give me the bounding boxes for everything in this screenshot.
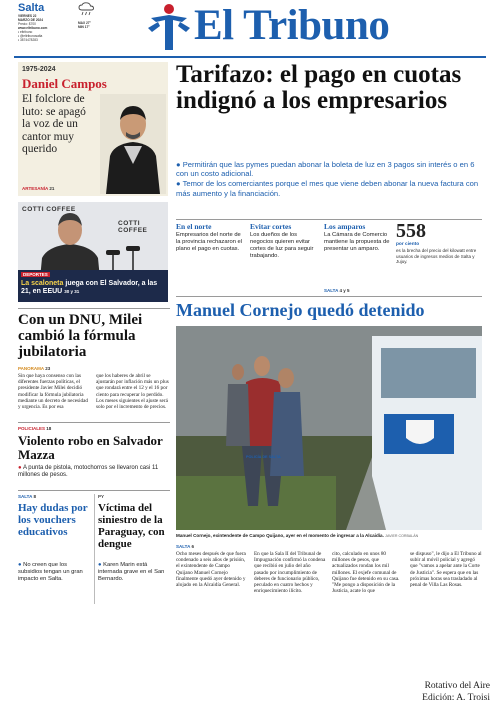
obituary-years: 1975-2024: [22, 66, 56, 73]
footer-line-1: Rotativo del Aire: [424, 681, 490, 691]
masthead-date-1: VIERNES 22: [18, 14, 37, 18]
robo-section: [18, 426, 51, 431]
vouchers-section-label: SALTA: [18, 494, 33, 499]
lead-bullet-1: [176, 160, 482, 178]
lead-bullet-1-text: Permitirán que las pymes puedan abonar la boleta de luz en 3 pagos sin interés o en 6 con un costo adicional.: [176, 160, 475, 179]
lead-stat-text: es la brecha del precio del kilowatt entre usuarios de ingresos medios de Salta y Jujuy.: [396, 248, 477, 265]
cornejo-page: 6: [191, 544, 194, 549]
dengue-section: PY: [98, 494, 105, 499]
cornejo-body-col4: se dispuso", le dijo a El Tribuno al subir al móvil policial y agregó que "vamos a apelar ante la Corte de Justicia". Se espera que en las próximas horas sea trasladado al penal de Villa Las Rosas.: [410, 551, 482, 589]
dengue-bullet-text: Karen Marin está internada grave en el San Bernardo.: [98, 562, 165, 582]
social-twitter-label: @eltribunosalta: [20, 34, 43, 38]
lead-bullets: [176, 160, 482, 198]
lead-stat-number: 558: [396, 220, 426, 242]
lead-section-label: SALTA: [324, 288, 339, 293]
newspaper-front-page: [14, 0, 486, 695]
vouchers-top-rule: [18, 490, 170, 491]
vouchers-section: [18, 494, 36, 499]
lead-column-3: [324, 222, 390, 253]
footer-line-2: Edición: A. Troisi: [422, 693, 490, 703]
dengue-headline: Víctima del siniestro de la Paraguay, con dengue: [98, 502, 165, 550]
sports-headline-rest: juega con El Salvador, a las 21, en EEUU: [21, 280, 158, 295]
obituary-page: 21: [49, 186, 55, 191]
masthead-date-2: MARZO DE 2024: [18, 18, 43, 22]
singer-photo: [100, 94, 166, 194]
lead-bullet-2: [176, 179, 482, 197]
lead-page: 4 y 5: [339, 288, 350, 293]
lead-stat-label: por ciento: [396, 242, 420, 247]
cornejo-body-col1: Ocho meses después de que fuera condenado a seis años de prisión, el exintendente de Campo Quijano Manuel Cornejo finalmente quedó ayer detenido y alojado en la Alcaidía General.: [176, 551, 246, 589]
cornejo-caption: Manuel Cornejo, exintendente de Campo Quijano, ayer en el momento de ingresar a la Alcaidía.: [176, 533, 384, 538]
sign-text-right: COTTI COFFEE: [118, 220, 148, 234]
temp-max: MAX 27°: [78, 21, 91, 25]
cornejo-body-col2: En que la Sala II del Tribunal de Impugnación confirmó la condena que recibió en julio del año pasado por incumplimiento de deberes de funcionario público, peculado en cuatro hechos y enriquecimiento ilícito.: [254, 551, 326, 595]
lead-col2-title: Evitar cortes: [250, 222, 292, 231]
rain-cloud-icon: [78, 2, 96, 16]
lead-col1-title: En el norte: [176, 222, 212, 231]
milei-body-col1: Sin que haya consenso con las diferentes fuerzas políticas, el presidente Javier Milei decidió modificar la fórmula jubilatoria mediante un decreto de necesidad y urgencia. Es por esa: [18, 373, 88, 411]
bullet-icon: ●: [18, 562, 22, 568]
robo-page: 18: [46, 426, 52, 431]
vouchers-bullet: [18, 562, 92, 583]
cornejo-top-rule: [176, 296, 482, 297]
milei-page: 23: [45, 366, 51, 371]
masthead-social-3: [18, 38, 118, 42]
sports-page: 30 y 31: [64, 289, 80, 294]
bullet-icon: ●: [176, 179, 181, 189]
social-whatsapp-label: 3874478283: [20, 38, 38, 42]
obituary-headline: El folclore de luto: se apagó la voz de un cantor muy querido: [22, 93, 86, 155]
lead-headline: Tarifazo: el pago en cuotas indignó a los empresarios: [176, 61, 462, 114]
milei-body-col2: que los haberes de abril se ajustarán por inflación más un plus que rondará entre el 12 y el 16 por ciento para recuperar lo perdido. Los meses siguientes el ajuste será solo por el incremento de precios.: [96, 373, 169, 411]
cornejo-headline: Manuel Cornejo quedó detenido: [176, 300, 425, 320]
sports-caption-box: [18, 270, 168, 302]
whatsapp-icon: ▪: [18, 38, 20, 42]
bullet-icon: ●: [98, 562, 102, 568]
dengue-bullet: [98, 562, 170, 583]
el-tribuno-logo-icon: [146, 2, 192, 52]
milei-section: [18, 366, 50, 371]
cornejo-caption-row: [176, 533, 482, 538]
obituary-section-label: ARTESANÍA: [22, 186, 49, 191]
twitter-icon: ▪: [18, 34, 20, 38]
vouchers-headline: Hay dudas por los vouchers educativos: [18, 502, 88, 538]
vouchers-page: 8: [33, 494, 36, 499]
cornejo-section-label: SALTA: [176, 544, 191, 549]
milei-section-label: PANORAMA: [18, 366, 44, 371]
cornejo-arrest-photo: [176, 326, 482, 530]
temp-min: MIN 17°: [78, 25, 90, 29]
facebook-icon: ▪: [18, 30, 20, 34]
lead-col1-text: Empresarios del norte de la provincia rechazaron el plano el pago en cuotas.: [176, 232, 243, 252]
masthead-logo-text: El Tribuno: [194, 2, 390, 49]
lead-section: [324, 288, 349, 293]
bullet-icon: ●: [176, 160, 181, 169]
sports-headline: [21, 280, 165, 296]
robo-bullet: [18, 465, 170, 479]
cornejo-body-col3: cito, calculado en unos 80 millones de pesos, que actualizados rondan los mil millones. El exjefe comunal de Quijano fue detenido en su casa. "Me pongo a disposición de la Justicia, acate lo que: [332, 551, 400, 595]
masthead-web: www.eltribuno.com: [18, 26, 48, 30]
vouchers-bullet-text: No creen que los subsidios tengan un gran impacto en Salta.: [18, 562, 83, 582]
lead-bullet-2-text: Temor de los comerciantes porque el mes que viene deben abonar la nueva factura con más aumento y la financiación.: [176, 179, 479, 198]
sports-headline-highlight: La scaloneta: [21, 280, 64, 287]
footer-credits: [422, 680, 490, 704]
obituary-section: [22, 186, 54, 191]
robo-top-rule: [18, 422, 170, 423]
lead-col2-text: Los dueños de los negocios quieren evitar cortes de luz para seguir trabajando.: [250, 232, 314, 259]
lead-col3-title: Los amparos: [324, 222, 366, 231]
lead-stat-box: [396, 220, 482, 265]
robo-headline: Violento robo en Salvador Mazza: [18, 433, 163, 462]
sports-kicker: DEPORTES: [23, 272, 48, 277]
lead-column-1: [176, 222, 244, 253]
weather-box: [78, 2, 118, 29]
milei-top-rule: [18, 308, 170, 309]
social-facebook-label: eltribuno: [20, 30, 33, 34]
lead-col3-text: La Cámara de Comercio mantiene la propuesta de presentar un amparo.: [324, 232, 390, 252]
masthead-rule: [14, 56, 486, 58]
masthead-price: Precio: $700: [18, 22, 36, 26]
masthead-city: Salta: [18, 2, 45, 14]
cornejo-photo-credit: JAVIER CORBALÁN: [385, 534, 419, 538]
bullet-icon: ●: [18, 465, 22, 471]
lead-column-2: [250, 222, 318, 260]
column-divider: [94, 494, 95, 604]
robo-bullet-text: A punta de pistola, motochorros se llevaron casi 11 millones de pesos.: [18, 465, 159, 479]
robo-section-label: POLICIALES: [18, 426, 46, 431]
cornejo-section: [176, 544, 194, 549]
patrol-car-label: POLICÍA DE SALTA: [246, 455, 281, 459]
obituary-box: [18, 62, 168, 196]
obituary-name: Daniel Campos: [22, 76, 107, 91]
sign-text-left: COTTI COFFEE: [22, 206, 76, 213]
milei-headline: Con un DNU, Milei cambió la fórmula jubilatoria: [18, 312, 143, 360]
